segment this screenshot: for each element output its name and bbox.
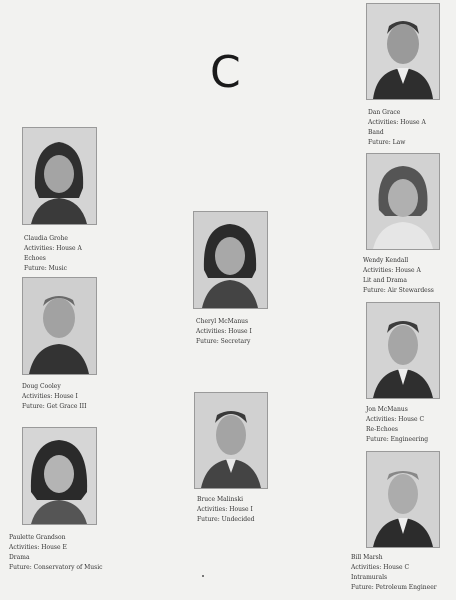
caption-paulette-grandson [9, 533, 102, 573]
caption-cheryl-mcmanus [196, 317, 252, 347]
student-future: Future: Petroleum Engineer [351, 584, 437, 591]
portrait-jon-mcmanus [366, 302, 440, 399]
portrait-image [367, 154, 439, 249]
portrait-claudia-grohe [22, 127, 97, 225]
student-future: Future: Conservatory of Music [9, 564, 103, 571]
student-activities: Activities: House A [368, 119, 426, 126]
caption-doug-cooley [22, 382, 86, 412]
student-activities: Activities: House C [351, 564, 410, 571]
portrait-bruce-malinski [194, 392, 268, 489]
student-name: Claudia Grohe [24, 235, 68, 242]
student-activities: Activities: House C [366, 416, 425, 423]
portrait-image [23, 278, 96, 374]
portrait-paulette-grandson [22, 427, 97, 525]
portrait-image [367, 4, 439, 99]
portrait-image [195, 393, 267, 488]
caption-jon-mcmanus [366, 405, 428, 445]
portrait-cheryl-mcmanus [193, 211, 268, 309]
student-activity-2: Lit and Drama [363, 277, 407, 284]
student-future: Future: Music [24, 265, 68, 272]
student-activity-2: Re-Echoes [366, 426, 398, 433]
student-future: Future: Secretary [196, 338, 251, 345]
student-activity-2: Band [368, 129, 384, 136]
student-activities: Activities: House I [196, 328, 252, 335]
portrait-bill-marsh [366, 451, 440, 548]
portrait-wendy-kendall [366, 153, 440, 250]
student-future: Future: Law [368, 139, 406, 146]
student-name: Paulette Grandson [9, 534, 66, 541]
student-name: Jon McManus [366, 406, 408, 413]
portrait-doug-cooley [22, 277, 97, 375]
caption-claudia-grohe [24, 234, 82, 274]
portrait-image [367, 452, 439, 547]
caption-bruce-malinski [197, 495, 254, 525]
student-name: Cheryl McManus [196, 318, 249, 325]
student-activity-2: Drama [9, 554, 30, 561]
caption-bill-marsh [351, 553, 437, 593]
student-activity-2: Echoes [24, 255, 46, 262]
student-name: Bruce Malinski [197, 496, 244, 503]
student-name: Bill Marsh [351, 554, 383, 561]
student-activities: Activities: House A [363, 267, 421, 274]
caption-wendy-kendall [363, 256, 434, 296]
student-activities: Activities: House I [22, 393, 78, 400]
student-future: Future: Undecided [197, 516, 255, 523]
student-activities: Activities: House A [24, 245, 82, 252]
portrait-image [23, 428, 96, 524]
student-activities: Activities: House I [197, 506, 253, 513]
student-name: Wendy Kendall [363, 257, 409, 264]
student-future: Future: Get Grace III [22, 403, 87, 410]
student-future: Future: Engineering [366, 436, 429, 443]
portrait-image [367, 303, 439, 398]
page-mark [202, 575, 204, 577]
portrait-dan-grace [366, 3, 440, 100]
student-activity-2: Intramurals [351, 574, 388, 581]
student-name: Doug Cooley [22, 383, 61, 390]
student-name: Dan Grace [368, 109, 401, 116]
student-activities: Activities: House E [9, 544, 67, 551]
caption-dan-grace [368, 108, 426, 148]
section-letter: C [210, 47, 241, 98]
student-future: Future: Air Stewardess [363, 287, 434, 294]
portrait-image [194, 212, 267, 308]
portrait-image [23, 128, 96, 224]
